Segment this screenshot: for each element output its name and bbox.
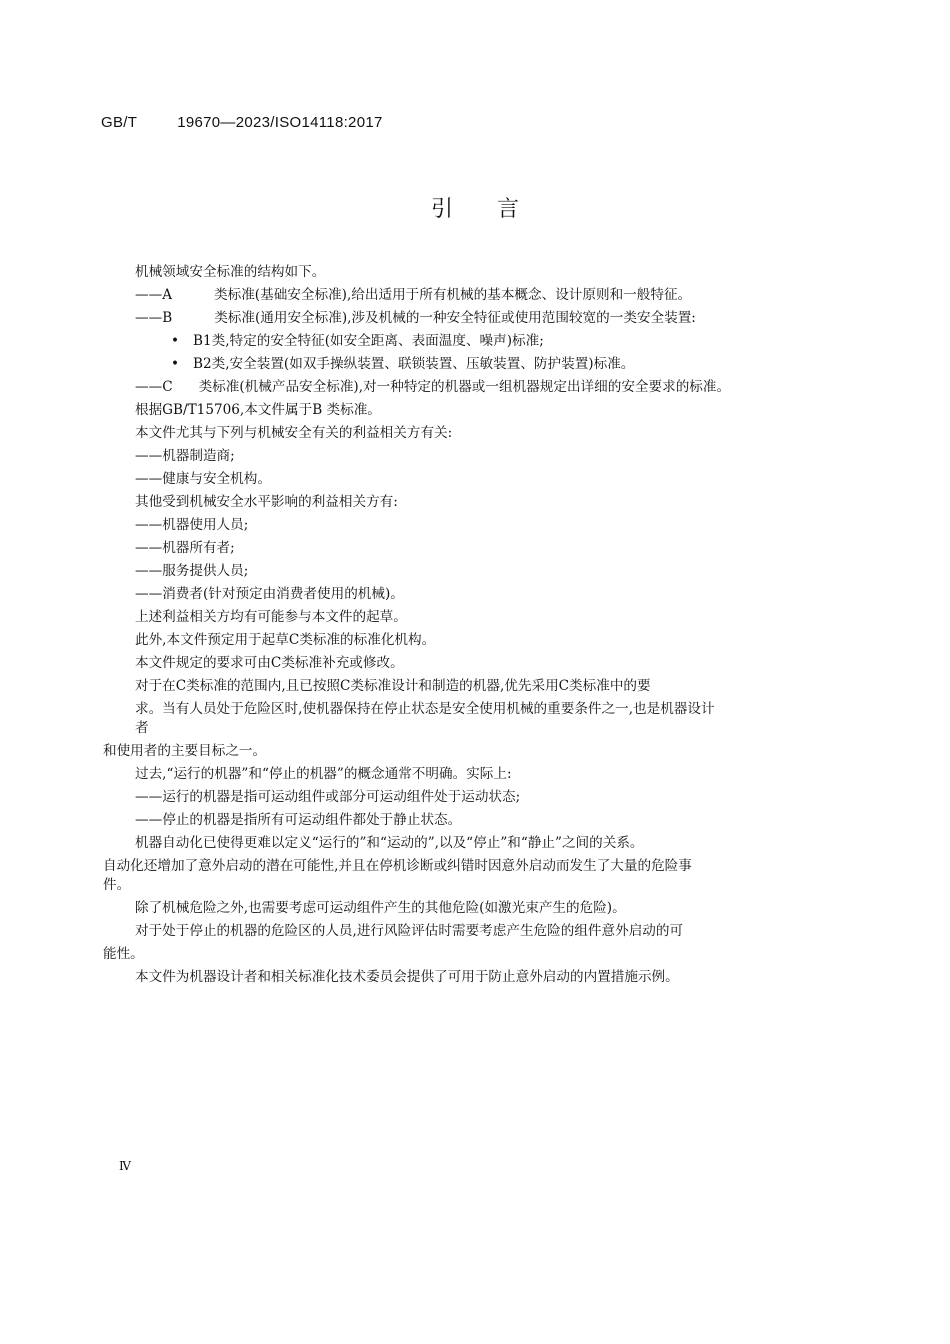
bullet-item-b1 <box>171 332 544 350</box>
paragraph-line: 者 <box>135 720 149 736</box>
list-item: ——机器制造商; <box>135 448 235 464</box>
bullet-text: B2类,安全装置(如双手操纵装置、联锁装置、压敏装置、防护装置)标准。 <box>193 356 635 372</box>
paragraph-line: 自动化还增加了意外启动的潜在可能性,并且在停机诊断或纠错时因意外启动而发生了大量的危险事 <box>103 858 692 874</box>
paragraph-line: 对于在C类标准的范围内,且已按照C类标准设计和制造的机器,优先采用C类标准中的要 <box>135 678 651 694</box>
list-prefix: ——A <box>135 287 173 303</box>
paragraph-line: 过去,“运行的机器”和“停止的机器”的概念通常不明确。实际上: <box>135 766 512 782</box>
list-item: ——消费者(针对预定由消费者使用的机械)。 <box>135 586 404 602</box>
list-item-class-b <box>135 309 696 327</box>
list-prefix: ——C <box>135 379 173 395</box>
list-text: 类标准(基础安全标准),给出适用于所有机械的基本概念、设计原则和一般特征。 <box>214 287 692 303</box>
list-text: 类标准(机械产品安全标准),对一种特定的机器或一组机器规定出详细的安全要求的标准。 <box>198 379 731 395</box>
list-item: ——机器使用人员; <box>135 517 249 533</box>
list-text: 类标准(通用安全标准),涉及机械的一种安全特征或使用范围较宽的一类安全装置: <box>214 310 696 326</box>
paragraph-line: 除了机械危险之外,也需要考虑可运动组件产生的其他危险(如激光束产生的危险)。 <box>135 900 626 916</box>
paragraph-line: 求。当有人员处于危险区时,使机器保持在停止状态是安全使用机械的重要条件之一,也是机器设计 <box>135 701 715 717</box>
paragraph-line: 上述利益相关方均有可能参与本文件的起草。 <box>135 609 407 625</box>
paragraph-line: 件。 <box>103 877 131 893</box>
header-prefix: GB/T <box>101 114 138 131</box>
page-title: 引言 <box>430 197 563 222</box>
paragraph-line: 本文件规定的要求可由C类标准补充或修改。 <box>135 655 404 671</box>
page-number: Ⅳ <box>119 1159 131 1173</box>
paragraph-line: 根据GB/T15706,本文件属于B 类标准。 <box>135 402 381 418</box>
list-item-class-a <box>135 286 691 304</box>
paragraph-line: 本文件为机器设计者和相关标准化技术委员会提供了可用于防止意外启动的内置措施示例。 <box>135 969 679 985</box>
paragraph-line: 此外,本文件预定用于起草C类标准的标准化机构。 <box>135 632 436 648</box>
document-header <box>101 114 383 131</box>
paragraph-line: 能性。 <box>103 946 144 962</box>
list-item-class-c <box>135 378 730 396</box>
bullet-icon: • <box>171 356 180 372</box>
list-prefix: ——B <box>135 310 173 326</box>
list-item: ——服务提供人员; <box>135 563 249 579</box>
bullet-icon: • <box>171 333 180 349</box>
paragraph-line: 机器自动化已使得更难以定义“运行的”和“运动的”,以及“停止”和“静止”之间的关系。 <box>135 835 644 851</box>
list-item: ——停止的机器是指所有可运动组件都处于静止状态。 <box>135 812 462 828</box>
list-item: ——机器所有者; <box>135 540 235 556</box>
list-item: ——运行的机器是指可运动组件或部分可运动组件处于运动状态; <box>135 789 521 805</box>
bullet-text: B1类,特定的安全特征(如安全距离、表面温度、噪声)标准; <box>193 333 544 349</box>
list-item: ——健康与安全机构。 <box>135 471 271 487</box>
paragraph-line: 其他受到机械安全水平影响的利益相关方有: <box>135 494 398 510</box>
paragraph-line: 和使用者的主要目标之一。 <box>103 743 267 759</box>
header-standard-number: 19670—2023/ISO14118:2017 <box>177 114 383 131</box>
paragraph-line: 机械领域安全标准的结构如下。 <box>135 264 326 280</box>
paragraph-line: 本文件尤其与下列与机械安全有关的利益相关方有关: <box>135 425 453 441</box>
paragraph-line: 对于处于停止的机器的危险区的人员,进行风险评估时需要考虑产生危险的组件意外启动的可 <box>135 923 684 939</box>
bullet-item-b2 <box>171 355 634 373</box>
